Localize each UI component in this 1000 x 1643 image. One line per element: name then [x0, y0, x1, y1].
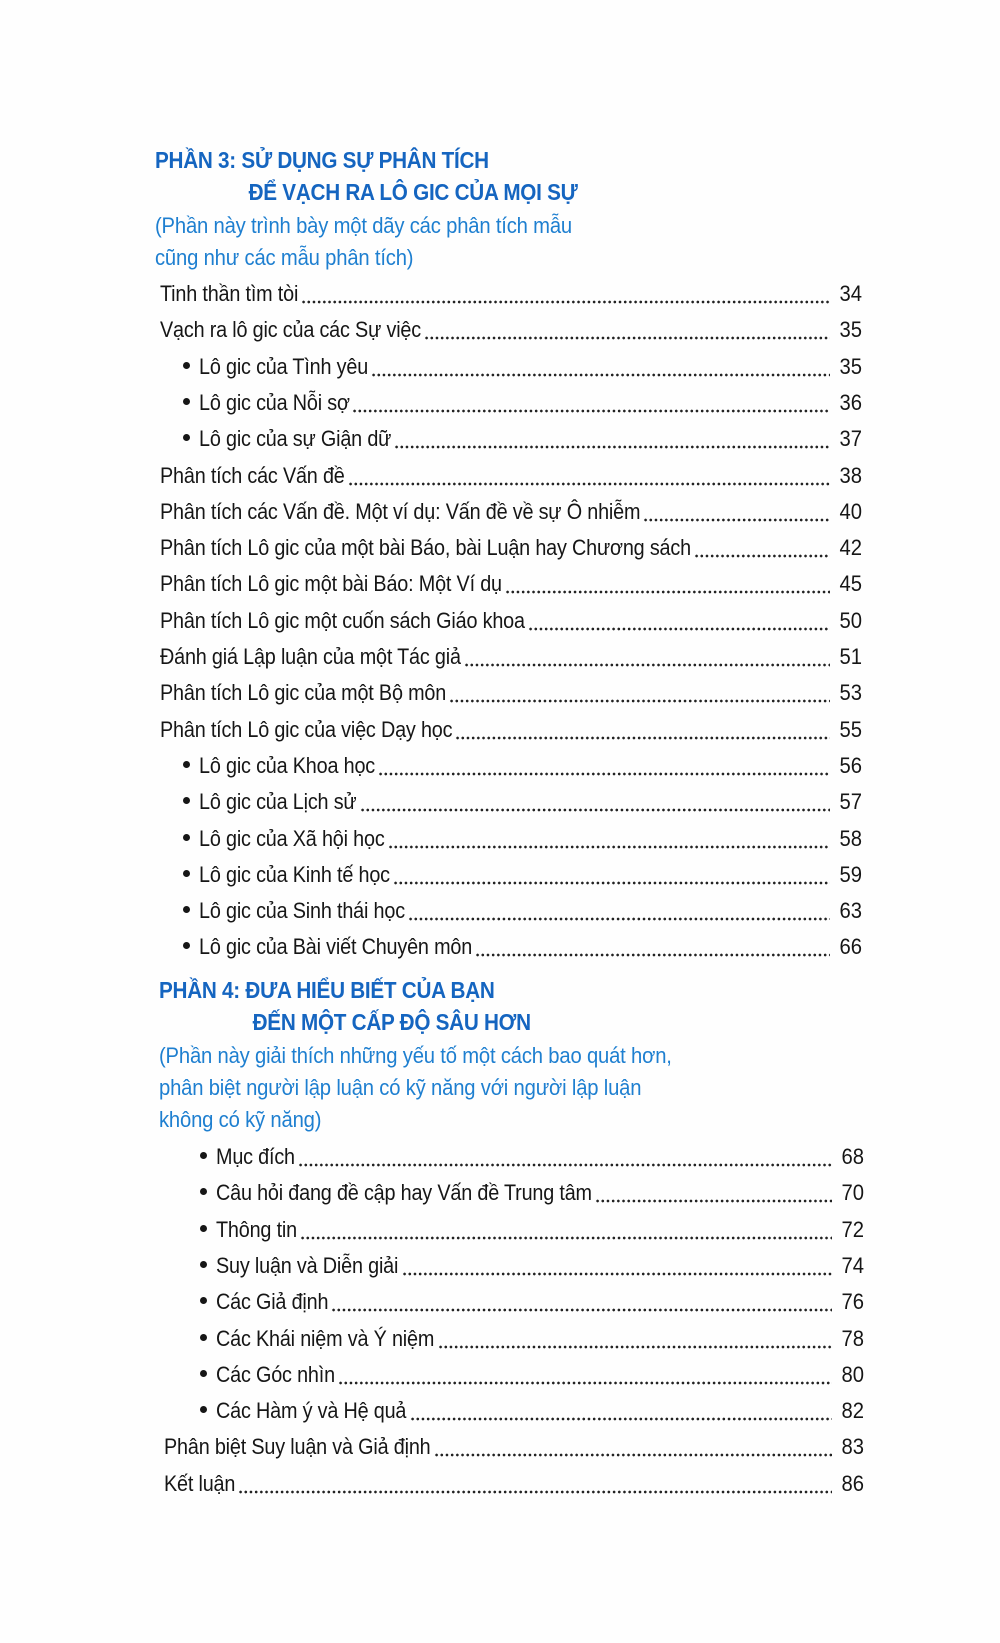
toc-entry-page-number: 66	[839, 934, 862, 960]
toc-entry-page-number: 56	[839, 752, 862, 778]
toc-entry-title: Lô gic của Lịch sử	[199, 789, 357, 815]
toc-entry-title: Câu hỏi đang đề cập hay Vấn đề Trung tâm	[216, 1180, 592, 1206]
dot-leader	[643, 518, 830, 522]
dot-leader	[455, 736, 830, 740]
toc-entry[interactable]	[183, 748, 862, 784]
toc-entry[interactable]	[200, 1248, 864, 1284]
toc-entry-page-number: 34	[839, 281, 862, 306]
toc-entry[interactable]	[183, 857, 862, 893]
toc-entry-title: Lô gic của Xã hội học	[199, 825, 385, 851]
bullet-icon	[183, 362, 190, 369]
dot-leader	[402, 1272, 832, 1276]
part3-heading-line1: PHẦN 3: SỬ DỤNG SỰ PHÂN TÍCH	[155, 147, 489, 173]
dot-leader	[434, 1453, 832, 1457]
dot-leader	[595, 1199, 832, 1203]
toc-entry[interactable]	[164, 1466, 864, 1502]
toc-entry-title: Lô gic của sự Giận dữ	[199, 426, 392, 452]
toc-entry-page-number: 59	[839, 861, 862, 887]
toc-entry-page-number: 63	[839, 898, 862, 924]
part4-desc-line2: phân biệt người lập luận có kỹ năng với người lập luận	[159, 1075, 642, 1100]
part4-description	[159, 1040, 821, 1136]
toc-entry-title: Suy luận và Diễn giải	[216, 1252, 399, 1278]
toc-entry-title: Phân tích Lô gic của việc Dạy học	[160, 716, 453, 742]
dot-leader	[505, 590, 830, 594]
toc-entry[interactable]	[160, 603, 862, 639]
toc-entry-title: Lô gic của Bài viết Chuyên môn	[199, 934, 473, 960]
part4-desc-line1: (Phần này giải thích những yếu tố một cách bao quát hơn,	[159, 1043, 672, 1068]
bullet-icon	[183, 906, 190, 913]
toc-entry-title: Phân tích Lô gic một bài Báo: Một Ví dụ	[160, 571, 502, 597]
part4-heading-line2: ĐẾN MỘT CẤP ĐỘ SÂU HƠN	[252, 1009, 531, 1035]
toc-entry-page-number: 36	[839, 389, 862, 415]
bullet-icon	[183, 834, 190, 841]
dot-leader	[528, 627, 830, 631]
toc-entry-title: Đánh giá Lập luận của một Tác giả	[160, 644, 461, 669]
part4-heading-line1: PHẦN 4: ĐƯA HIỂU BIẾT CỦA BẠN	[159, 977, 495, 1003]
dot-leader	[393, 881, 830, 885]
dot-leader	[301, 300, 830, 304]
bullet-icon	[200, 1225, 207, 1232]
toc-entry[interactable]	[183, 893, 862, 929]
toc-entry-title: Tinh thần tìm tòi	[160, 281, 299, 306]
toc-entry-title: Lô gic của Tình yêu	[199, 353, 369, 379]
toc-entry[interactable]	[183, 349, 862, 385]
bullet-icon	[200, 1188, 207, 1195]
toc-entry-page-number: 35	[839, 317, 862, 343]
bullet-icon	[200, 1261, 207, 1268]
dot-leader	[352, 409, 830, 413]
part3-heading	[155, 144, 803, 208]
toc-entry[interactable]	[200, 1212, 864, 1248]
toc-entry-title: Vạch ra lô gic của các Sự việc	[160, 317, 421, 343]
bullet-icon	[183, 942, 190, 949]
toc-entry-title: Kết luận	[164, 1470, 236, 1496]
dot-leader	[360, 808, 831, 812]
toc-entry[interactable]	[183, 784, 862, 820]
bullet-icon	[183, 434, 190, 441]
toc-entry-page-number: 38	[839, 462, 862, 488]
toc-entry-page-number: 78	[841, 1325, 864, 1351]
bullet-icon	[200, 1370, 207, 1377]
toc-entry-title: Lô gic của Khoa học	[199, 752, 376, 778]
part4-header	[159, 974, 879, 1136]
toc-entry[interactable]	[160, 566, 862, 602]
toc-entry-title: Phân tích Lô gic của một Bộ môn	[160, 680, 447, 706]
bullet-icon	[183, 761, 190, 768]
bullet-icon	[183, 797, 190, 804]
toc-entry[interactable]	[200, 1393, 864, 1429]
toc-entry-title: Thông tin	[216, 1216, 297, 1242]
dot-leader	[408, 917, 830, 921]
toc-entry[interactable]	[160, 639, 862, 675]
toc-entry-page-number: 57	[839, 789, 862, 815]
dot-leader	[338, 1381, 832, 1385]
toc-entry-page-number: 76	[841, 1289, 864, 1315]
dot-leader	[424, 336, 830, 340]
toc-entry-page-number: 37	[839, 426, 862, 452]
dot-leader	[394, 445, 830, 449]
toc-entry-page-number: 51	[839, 644, 862, 669]
part3-desc-line2: cũng như các mẫu phân tích)	[155, 245, 414, 270]
toc-entry[interactable]	[200, 1357, 864, 1393]
toc-entry[interactable]	[200, 1175, 864, 1211]
toc-entry-page-number: 82	[841, 1398, 864, 1424]
toc-entry-title: Lô gic của Kinh tế học	[199, 861, 390, 887]
toc-entry[interactable]	[160, 494, 862, 530]
toc-entry-title: Các Khái niệm và Ý niệm	[216, 1325, 435, 1351]
toc-entry[interactable]	[183, 421, 862, 457]
part4-heading	[159, 974, 807, 1038]
toc-entry-page-number: 72	[841, 1216, 864, 1242]
toc-entry[interactable]	[160, 675, 862, 711]
toc-entry-page-number: 70	[841, 1180, 864, 1206]
part3-header	[155, 144, 875, 274]
dot-leader	[438, 1345, 832, 1349]
toc-entry-page-number: 45	[839, 571, 862, 597]
toc-entry-page-number: 58	[839, 825, 862, 851]
toc-entry[interactable]	[200, 1284, 864, 1320]
toc-entry[interactable]	[183, 385, 862, 421]
toc-entry-page-number: 42	[839, 535, 862, 561]
toc-entry-title: Phân tích các Vấn đề. Một ví dụ: Vấn đề về sự Ô nhiễm	[160, 498, 641, 524]
dot-leader	[298, 1163, 832, 1167]
dot-leader	[410, 1417, 832, 1421]
toc-entry[interactable]	[160, 312, 862, 348]
dot-leader	[300, 1236, 832, 1240]
toc-entry[interactable]	[160, 530, 862, 566]
part3-description	[155, 210, 817, 274]
dot-leader	[388, 845, 830, 849]
toc-entry-title: Phân tích Lô gic của một bài Báo, bài Luận hay Chương sách	[160, 535, 691, 561]
toc-entry-page-number: 55	[839, 716, 862, 742]
toc-entry[interactable]	[200, 1139, 864, 1175]
toc-entry[interactable]	[164, 1429, 864, 1465]
toc-entry-page-number: 68	[841, 1144, 864, 1169]
toc-entry-page-number: 80	[841, 1361, 864, 1387]
toc-entry[interactable]	[183, 821, 862, 857]
toc-entry-title: Lô gic của Sinh thái học	[199, 898, 405, 924]
part4-desc-line3: không có kỹ năng)	[159, 1107, 322, 1132]
toc-entry-page-number: 74	[841, 1252, 864, 1278]
toc-entry-page-number: 50	[839, 607, 862, 633]
dot-leader	[331, 1308, 832, 1312]
dot-leader	[694, 554, 830, 558]
bullet-icon	[183, 398, 190, 405]
toc-entry[interactable]	[160, 276, 862, 312]
toc-entry-title: Các Góc nhìn	[216, 1361, 335, 1387]
toc-entry-title: Phân tích các Vấn đề	[160, 462, 345, 488]
toc-entry-title: Lô gic của Nỗi sợ	[199, 389, 350, 415]
dot-leader	[348, 482, 830, 486]
toc-entry-page-number: 40	[839, 498, 862, 524]
dot-leader	[378, 772, 830, 776]
bullet-icon	[200, 1406, 207, 1413]
toc-entry-page-number: 83	[841, 1434, 864, 1460]
bullet-icon	[183, 870, 190, 877]
toc-entry-title: Các Hàm ý và Hệ quả	[216, 1398, 407, 1424]
toc-entry[interactable]	[200, 1321, 864, 1357]
dot-leader	[475, 953, 830, 957]
dot-leader	[464, 663, 830, 667]
toc-entry-page-number: 53	[839, 680, 862, 706]
toc-entry-title: Các Giả định	[216, 1289, 329, 1315]
toc-entry[interactable]	[183, 929, 862, 965]
part3-desc-line1: (Phần này trình bày một dãy các phân tích mẫu	[155, 213, 573, 238]
part3-heading-line2: ĐỂ VẠCH RA LÔ GIC CỦA MỌI SỰ	[248, 179, 578, 205]
toc-entry-page-number: 86	[841, 1470, 864, 1496]
dot-leader	[371, 373, 830, 377]
bullet-icon	[200, 1334, 207, 1341]
toc-entry-page-number: 35	[839, 353, 862, 379]
dot-leader	[449, 699, 830, 703]
toc-entry[interactable]	[160, 712, 862, 748]
bullet-icon	[200, 1297, 207, 1304]
bullet-icon	[200, 1152, 207, 1159]
toc-entry-title: Mục đích	[216, 1144, 295, 1169]
toc-entry[interactable]	[160, 458, 862, 494]
toc-entry-title: Phân biệt Suy luận và Giả định	[164, 1434, 431, 1460]
toc-entry-title: Phân tích Lô gic một cuốn sách Giáo khoa	[160, 607, 525, 633]
dot-leader	[238, 1490, 832, 1494]
